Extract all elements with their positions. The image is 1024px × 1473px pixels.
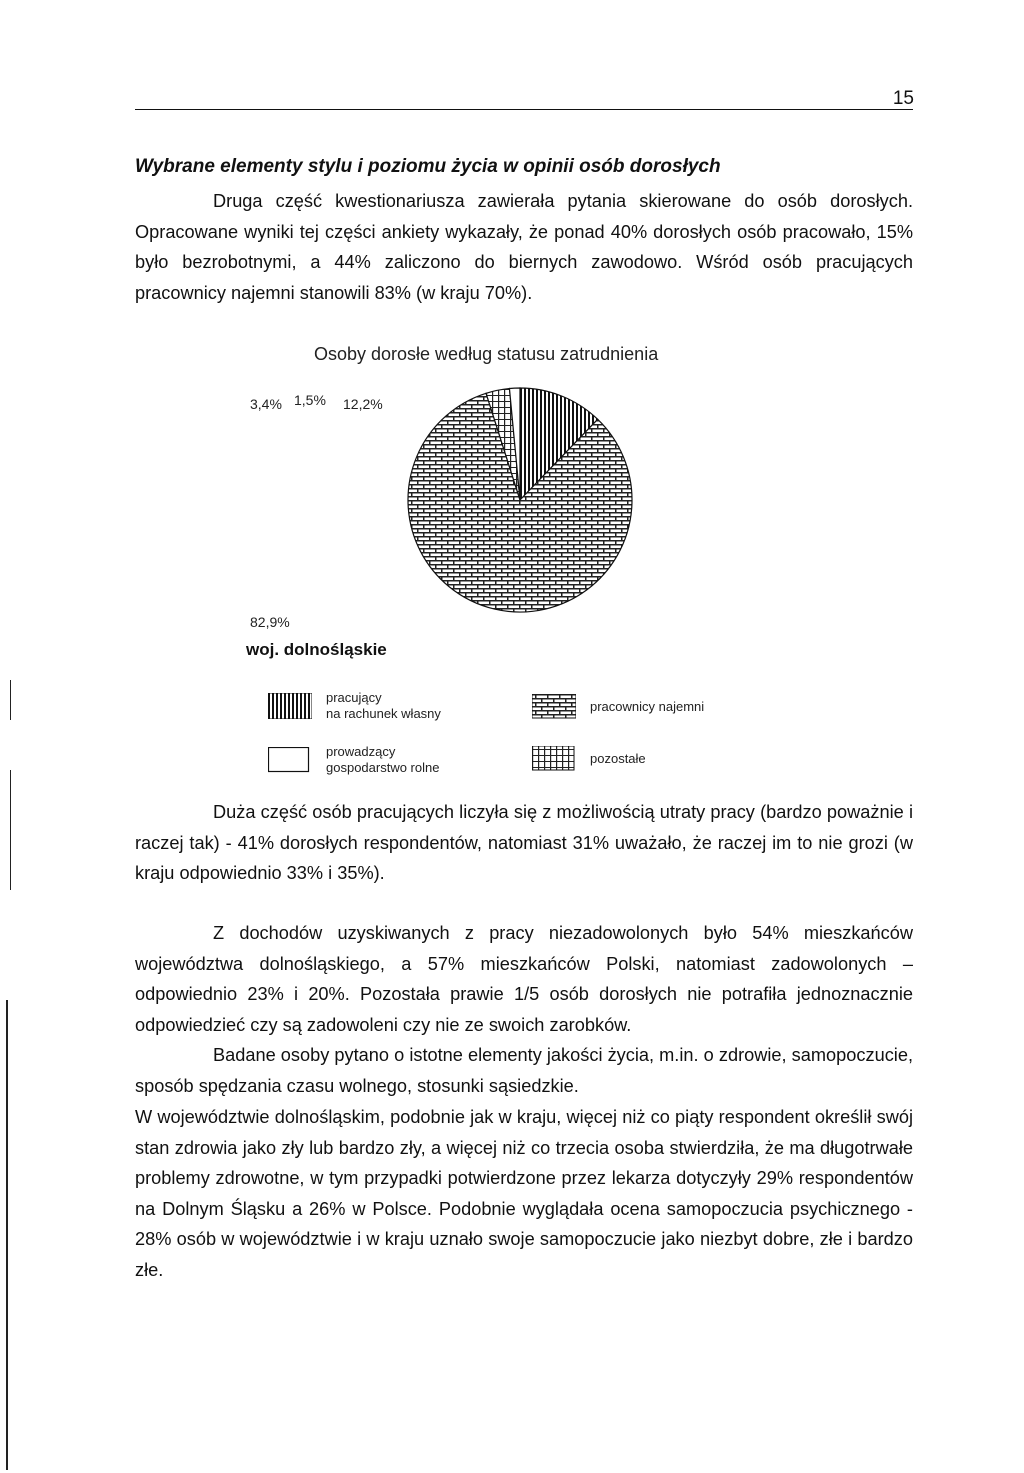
legend-swatch-brick [532, 694, 576, 720]
chart-title: Osoby dorosłe według statusu zatrudnienia [314, 344, 659, 364]
legend-item-rolne [268, 744, 439, 776]
paragraph-job-loss: Duża część osób pracujących liczyła się z możliwością utraty pracy (bardzo poważnie i raczej tak) - 41% dorosłych respondentów, natomiast 31% uważało, że raczej im to nie grozi (w kraju odpowiednio 33% i 35%). [135, 802, 913, 883]
pie-chart [240, 380, 800, 620]
data-label-rolne: 1,5% [294, 392, 326, 408]
legend-item-pozostale [532, 746, 646, 772]
paragraph-employment: Druga część kwestionariusza zawierała pytania skierowane do osób dorosłych. Opracowane wyniki tej części ankiety wykazały, że ponad 40% dorosłych osób pracowało, 15% było bezrobotnymi, a 44% zaliczono do biernych zawodowo. Wśród osób pracujących pracownicy najemni stanowili 83% (w kraju 70%). [135, 191, 913, 303]
legend-label-line1: pracownicy najemni [590, 699, 705, 714]
legend-swatch-empty [268, 747, 312, 773]
data-label-najemni: 82,9% [250, 614, 290, 630]
paragraph-health: W województwie dolnośląskim, podobnie jak w kraju, więcej niż co piąty respondent określił swój stan zdrowia jako zły lub bardzo zły, a więcej niż co trzecia osoba stwierdziła, że ma długotrwałe problemy zdrowotne, w tym przypadki potwierdzone przez lekarza dotyczyły 29% respondentów na Dolnym Śląsku a 26% w Polsce. Podobnie wyglądała ocena samopoczucia psychicznego - 28% osób w województwie i w kraju uznało swoje samopoczucie jako niezbyt dobre, złe i bardzo złe. [135, 1107, 913, 1280]
scan-mark [6, 1000, 8, 1470]
legend-swatch-vertical-lines [268, 693, 312, 719]
data-label-pozostale: 3,4% [250, 396, 282, 412]
paragraph-quality-of-life: Badane osoby pytano o istotne elementy jakości życia, m.in. o zdrowie, samopoczucie, sposób spędzania czasu wolnego, stosunki sąsiedzkie. [135, 1045, 913, 1096]
section-heading: Wybrane elementy stylu i poziomu życia w opinii osób dorosłych [135, 156, 721, 177]
header-rule [135, 109, 913, 110]
legend-item-najemni [532, 694, 704, 720]
legend-swatch-grid [532, 746, 576, 772]
data-label-wlasny: 12,2% [343, 396, 383, 412]
legend-label-line2: gospodarstwo rolne [326, 760, 440, 775]
pie-slices [408, 388, 632, 612]
scan-mark [10, 770, 11, 890]
legend-label-line1: pracujący [326, 690, 382, 705]
page-number: 15 [892, 88, 914, 109]
scan-mark [10, 680, 11, 720]
region-label: woj. dolnośląskie [246, 640, 387, 659]
legend-label-line1: prowadzący [326, 744, 396, 759]
legend-label-line2: na rachunek własny [326, 706, 441, 721]
paragraph-income: Z dochodów uzyskiwanych z pracy niezadowolonych było 54% mieszkańców województwa dolnośląskiego, a 57% mieszkańców Polski, natomiast zadowolonych – odpowiednio 23% i 20%. Pozostała prawie 1/5 osób dorosłych nie potrafiła jednoznacznie odpowiedzieć czy są zadowoleni czy nie ze swoich zarobków. [135, 923, 913, 1035]
legend-item-wlasny [268, 690, 441, 722]
legend-label-line1: pozostałe [590, 751, 646, 766]
